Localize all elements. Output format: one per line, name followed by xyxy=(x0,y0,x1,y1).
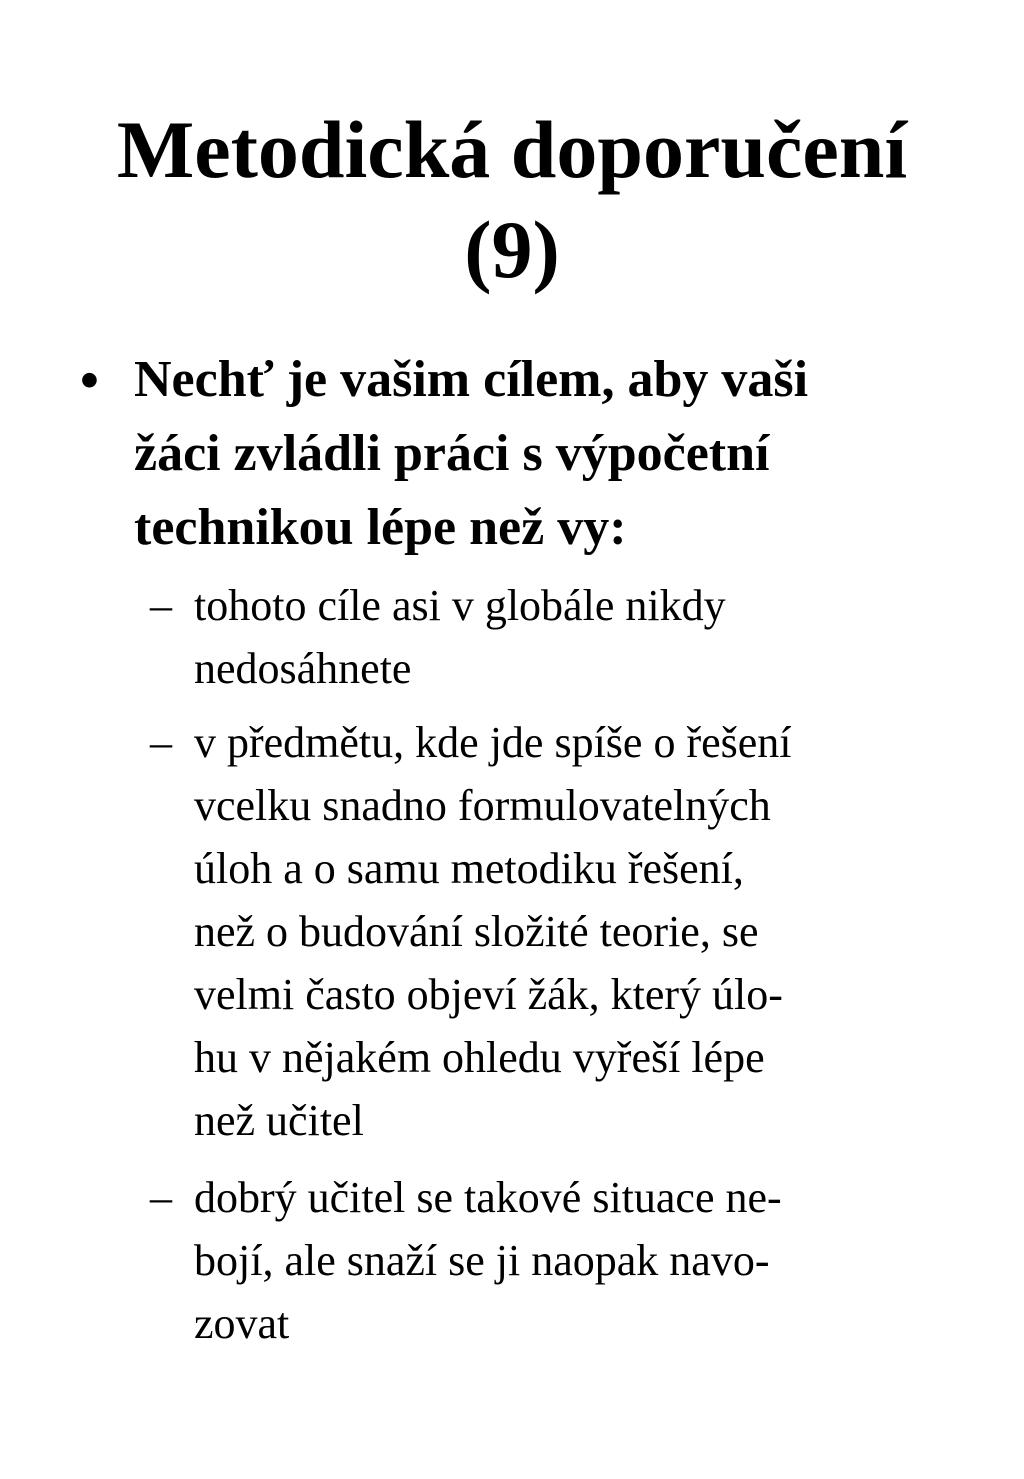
sub-item-3-line-2: bojí, ale snaží se ji naopak navo- xyxy=(194,1236,770,1285)
bullet-text xyxy=(134,343,808,565)
bullet-line-3: technikou lépe než vy: xyxy=(134,499,627,556)
slide-title xyxy=(0,100,1024,300)
sub-item-1-line-1: tohoto cíle asi v globále nikdy xyxy=(194,581,726,630)
sub-item-2-line-5: velmi často objeví žák, který úlo- xyxy=(194,970,783,1019)
bullet-line-2: žáci zvládli práci s výpočetní xyxy=(134,425,770,482)
sub-item-text xyxy=(194,574,726,700)
sub-item-text xyxy=(194,711,792,1152)
slide-title-line-2: (9) xyxy=(464,204,560,295)
sub-item-2-line-4: než o budování složité teorie, se xyxy=(194,907,759,956)
sub-item-2-line-3: úloh a o samu metodiku řešení, xyxy=(194,844,744,893)
sub-item-marker: – xyxy=(150,581,172,630)
bullet-marker: • xyxy=(80,350,99,410)
bullet-line-1: Nechť je vašim cílem, aby vaši xyxy=(134,351,809,408)
slide-title-line-1: Metodická doporučení xyxy=(116,104,908,195)
sub-item-2-line-6: hu v nějakém ohledu vyřeší lépe xyxy=(194,1033,765,1082)
sub-item-text xyxy=(194,1166,782,1355)
sub-item-2-line-2: vcelku snadno formulovatelných xyxy=(194,781,771,830)
sub-item-marker: – xyxy=(150,718,172,767)
sub-item-2-line-1: v předmětu, kde jde spíše o řešení xyxy=(194,718,792,767)
sub-item-2-line-7: než učitel xyxy=(194,1096,364,1145)
sub-item-3-line-1: dobrý učitel se takové situace ne- xyxy=(194,1173,782,1222)
sub-item-3-line-3: zovat xyxy=(194,1299,290,1348)
sub-item-1-line-2: nedosáhnete xyxy=(194,644,412,693)
sub-item-marker: – xyxy=(150,1173,172,1222)
